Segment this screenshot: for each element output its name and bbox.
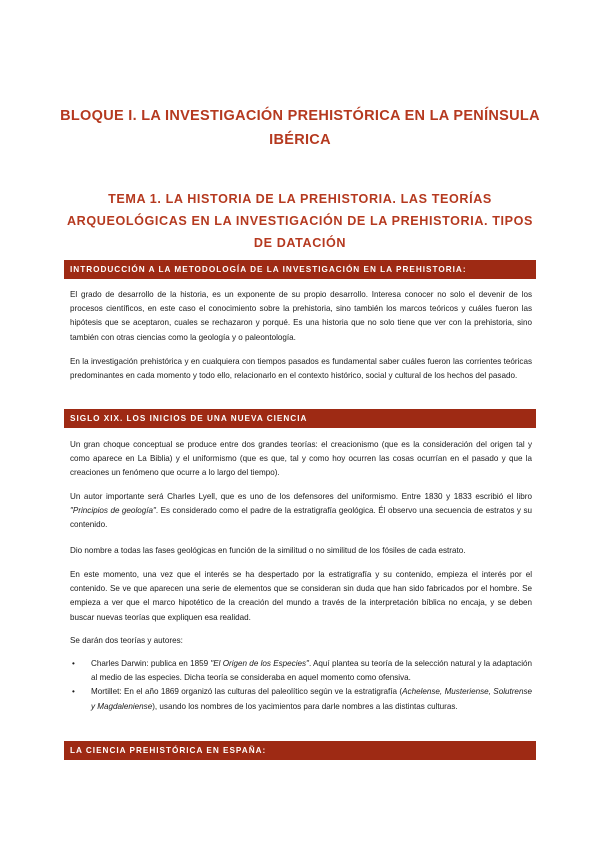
block-title: BLOQUE I. LA INVESTIGACIÓN PREHISTÓRICA EN LA PENÍNSULA IBÉRICA	[60, 108, 540, 148]
authors-list	[70, 657, 532, 714]
intro-paragraph-2: En la investigación prehistórica y en cualquiera con tiempos pasados es fundamental saber cuáles fueron las corrientes teóricas predominantes en cada momento y todo ello, relacionarlo en el contexto histórico, social y cultural de los hechos del pasado.	[70, 357, 532, 381]
list-item-darwin: • Charles Darwin: publica en 1859 "El Origen de los Especies". Aquí plantea su teoría de la selección natural y la adaptación al medio de las especies. Dicha teoría se consideraba en aquel momento como ofensiva.	[72, 659, 533, 683]
bullet-icon: •	[72, 687, 75, 697]
culture-names: Achelense, Musteriense, Solutrense y Magdaleniense	[91, 687, 532, 711]
xix-paragraph-4: En este momento, una vez que el interés se ha despertado por la estratigrafía y su contenido, empieza el interés por el contenido. Se ve que aparecen una serie de elementos que se consideran sin duda que han sido fabricados por el hombre. Se empieza a ver que el marco hipotético de la creación del mundo a través de la interpretación bíblica no encaja, y se deben buscar nuevas teorías que expliquen esa realidad.	[70, 570, 532, 622]
xix-paragraph-5: Se darán dos teorías y autores:	[70, 636, 183, 645]
xix-paragraph-lyell: Un autor importante será Charles Lyell, que es uno de los defensores del uniformismo. Entre 1830 y 1833 escribió el libro "Principios de geología". Es considerado como el padre de la estratigrafía geológica. Él observo una secuencia de estratos y su contenido.	[70, 492, 532, 530]
book-title-darwin: "El Origen de los Especies"	[210, 659, 309, 668]
topic-title: TEMA 1. LA HISTORIA DE LA PREHISTORIA. LAS TEORÍAS ARQUEOLÓGICAS EN LA INVESTIGACIÓN DE LA PREHISTORIA. TIPOS DE DATACIÓN	[66, 192, 534, 250]
book-title-lyell: "Principios de geología"	[70, 506, 156, 516]
list-item-mortillet: • Mortillet: En el año 1869 organizó las culturas del paleolítico según ve la estratigrafía (Achelense, Musteriense, Solutrense y Magdaleniense), usando los nombres de los yacimientos para darle nombres a las distintas culturas.	[72, 687, 532, 711]
bullet-icon: •	[72, 659, 75, 668]
section-heading-intro: INTRODUCCIÓN A LA METODOLOGÍA DE LA INVESTIGACIÓN EN LA PREHISTORIA:	[64, 260, 536, 279]
intro-paragraph-1: El grado de desarrollo de la historia, es un exponente de su propio desarrollo. Interesa conocer no solo el devenir de los procesos científicos, en este caso el conocimiento sobre la prehistoria, sino también los marcos teóricos y cuáles fueron las hipótesis que se aceptaron, cuales se rechazaron y porqué. Es una historia que no solo tiene que ver con la prehistoria, sino también con otras ciencias como la geología y o paleontología.	[70, 290, 532, 342]
xix-paragraph-1: Un gran choque conceptual se produce entre dos grandes teorías: el creacionismo (que es la consideración del origen tal y como aparece en La Biblia) y el uniformismo (que es que, tal y como hoy ocurren las cosas ocurrían en el pasado y que la creaciones un fenómeno que ocurre a lo largo del tiempo).	[70, 440, 532, 478]
section-heading-xix: SIGLO XIX. LOS INICIOS DE UNA NUEVA CIENCIA	[64, 409, 536, 428]
section-heading-spain: LA CIENCIA PREHISTÓRICA EN ESPAÑA:	[64, 741, 536, 760]
xix-paragraph-3: Dio nombre a todas las fases geológicas en función de la similitud o no similitud de los fósiles de cada estrato.	[70, 546, 466, 555]
